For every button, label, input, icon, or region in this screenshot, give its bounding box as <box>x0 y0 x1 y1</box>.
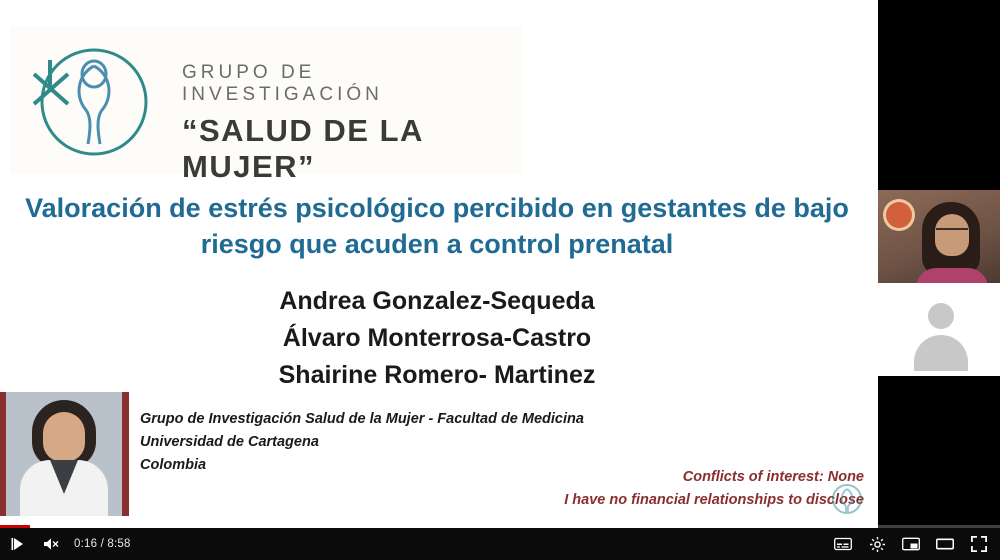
author-list <box>14 283 860 393</box>
theater-mode-icon[interactable] <box>936 535 954 553</box>
affiliation-block <box>140 408 584 477</box>
photo-accent-bar <box>122 392 129 516</box>
webcam-column <box>878 0 1000 528</box>
muted-volume-icon[interactable] <box>42 535 60 553</box>
slide-title: Valoración de estrés psicológico percibido en gestantes de bajo riesgo que acuden a control prenatal <box>25 193 849 260</box>
logo-line-1: GRUPO DE INVESTIGACIÓN <box>182 62 383 105</box>
logo-wordmark <box>182 62 512 185</box>
author-name: Shairine Romero- Martinez <box>278 360 596 389</box>
play-icon[interactable] <box>10 535 28 553</box>
avatar-icon <box>914 335 968 371</box>
player-controls-left <box>0 535 131 553</box>
research-group-logo <box>10 26 522 184</box>
miniplayer-icon[interactable] <box>902 535 920 553</box>
logo-line-2: “SALUD DE LA MUJER” <box>182 113 423 184</box>
avatar-icon <box>928 303 954 329</box>
author-name: Álvaro Monterrosa-Castro <box>282 323 592 352</box>
author-name: Andrea Gonzalez-Sequeda <box>279 287 595 315</box>
affiliation-line: Grupo de Investigación Salud de la Mujer - Facultad de Medicina <box>140 411 584 427</box>
slide-watermark-icon <box>830 482 864 516</box>
affiliation-line: Universidad de Cartagena <box>140 433 319 450</box>
affiliation-line: Colombia <box>140 456 207 473</box>
conflicts-line: Conflicts of interest: None <box>682 469 864 485</box>
settings-gear-icon[interactable] <box>868 535 886 553</box>
participant-webcam-placeholder[interactable] <box>878 283 1000 376</box>
fullscreen-icon[interactable] <box>970 535 988 553</box>
time-display: 0:16 / 8:58 <box>74 538 131 550</box>
presenter-webcam[interactable] <box>878 190 1000 283</box>
woman-health-logo-icon <box>28 40 152 160</box>
player-control-bar[interactable] <box>0 528 1000 560</box>
subtitles-icon[interactable] <box>834 535 852 553</box>
conflicts-of-interest-block <box>564 466 864 512</box>
conflicts-line: I have no financial relationships to disclose <box>564 492 864 509</box>
presenter-portrait <box>6 392 122 516</box>
player-controls-right <box>834 535 1000 553</box>
